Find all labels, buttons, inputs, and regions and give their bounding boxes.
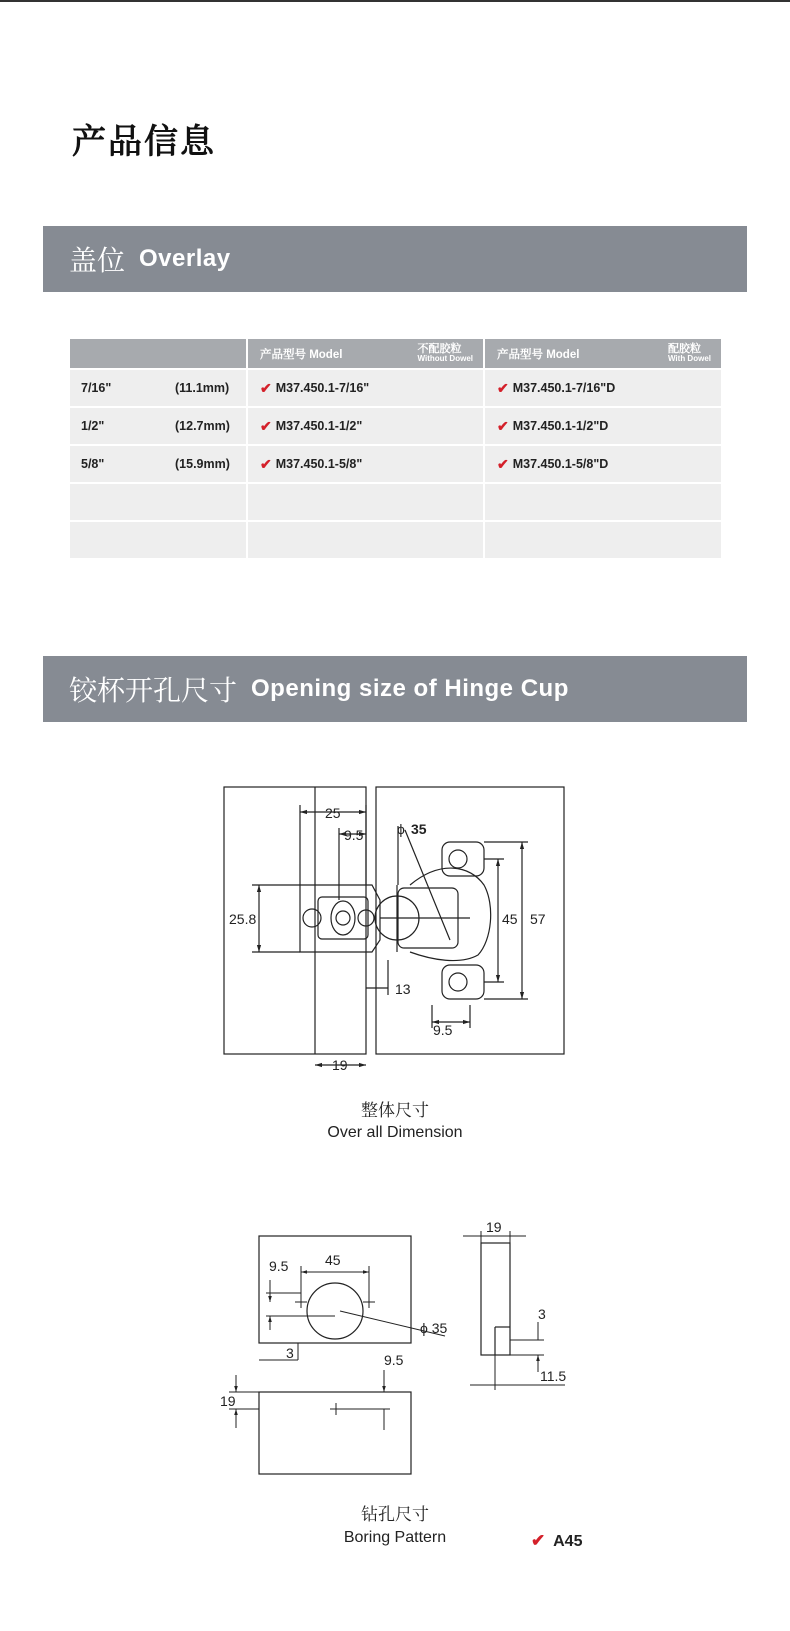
check-icon: ✔ xyxy=(260,417,272,434)
overlay-title-en: Overlay xyxy=(139,245,231,272)
cup-title-en: Opening size of Hinge Cup xyxy=(251,675,569,702)
dim-45: 45 xyxy=(502,911,518,927)
dim-19: 19 xyxy=(332,1057,348,1073)
table-row-empty xyxy=(70,483,721,521)
table-row-empty xyxy=(70,521,721,559)
overlay-inch: 7/16" xyxy=(81,381,112,395)
dim-25-8: 25.8 xyxy=(229,911,257,927)
model-with-dowel: M37.450.1-5/8"D xyxy=(512,457,609,471)
overall-caption-cn: 整体尺寸 xyxy=(361,1101,429,1121)
bore-dim-9-5-bottom: 9.5 xyxy=(384,1352,404,1368)
page-title: 产品信息 xyxy=(72,122,216,162)
bore-dim-19-left: 19 xyxy=(220,1393,236,1409)
overlay-inch: 5/8" xyxy=(81,457,105,471)
overlay-section-header xyxy=(43,226,747,292)
check-icon: ✔ xyxy=(260,455,272,472)
header-model-label: 产品型号 Model xyxy=(260,348,343,361)
model-code xyxy=(531,1531,582,1551)
dim-9-5-top: 9.5 xyxy=(344,827,364,843)
model-with-dowel: M37.450.1-7/16"D xyxy=(512,381,616,395)
dim-phi-symbol: ϕ xyxy=(397,821,405,837)
overlay-table xyxy=(70,339,721,560)
model-without-dowel: M37.450.1-1/2" xyxy=(275,419,363,433)
bore-dim-45: 45 xyxy=(325,1252,341,1268)
dim-phi35: 35 xyxy=(411,821,427,837)
bore-dim-3-right: 3 xyxy=(538,1306,546,1322)
header-with-dowel-en: With Dowel xyxy=(667,353,711,363)
model-code-text: A45 xyxy=(553,1533,583,1550)
boring-pattern-drawing xyxy=(0,1210,790,1485)
model-with-dowel: M37.450.1-1/2"D xyxy=(512,419,609,433)
overlay-mm: (11.1mm) xyxy=(175,381,230,395)
header-model-label: 产品型号 Model xyxy=(497,348,580,361)
table-header-row xyxy=(70,339,721,369)
overlay-mm: (15.9mm) xyxy=(175,457,230,471)
boring-caption-cn: 钻孔尺寸 xyxy=(361,1505,429,1525)
overall-dimension-drawing xyxy=(0,770,790,1090)
check-icon: ✔ xyxy=(531,1531,546,1550)
top-divider xyxy=(0,0,790,2)
check-icon: ✔ xyxy=(497,379,509,396)
overlay-title-cn: 盖位 xyxy=(69,244,126,277)
header-with-dowel-cn: 配胶粒 xyxy=(667,342,701,355)
check-icon: ✔ xyxy=(260,379,272,396)
table-row xyxy=(70,445,721,483)
overall-caption-en: Over all Dimension xyxy=(327,1124,463,1141)
dim-57: 57 xyxy=(530,911,546,927)
boring-caption-en: Boring Pattern xyxy=(343,1529,447,1546)
dim-13: 13 xyxy=(395,981,411,997)
overlay-inch: 1/2" xyxy=(81,419,105,433)
header-without-dowel-en: Without Dowel xyxy=(417,353,473,363)
bore-dim-phi35: ϕ 35 xyxy=(420,1320,448,1336)
overlay-mm: (12.7mm) xyxy=(175,419,230,433)
dim-25: 25 xyxy=(325,805,341,821)
model-without-dowel: M37.450.1-7/16" xyxy=(275,381,370,395)
cup-section-header xyxy=(43,656,747,722)
table-row xyxy=(70,407,721,445)
check-icon: ✔ xyxy=(497,417,509,434)
model-without-dowel: M37.450.1-5/8" xyxy=(275,457,363,471)
header-without-dowel-cn: 不配胶粒 xyxy=(417,342,462,355)
bore-dim-3-left: 3 xyxy=(286,1345,294,1361)
check-icon: ✔ xyxy=(497,455,509,472)
dim-9-5-bottom: 9.5 xyxy=(433,1022,453,1038)
bore-dim-11-5: 11.5 xyxy=(540,1368,567,1384)
cup-title-cn: 铰杯开孔尺寸 xyxy=(69,674,238,707)
table-row xyxy=(70,369,721,407)
bore-dim-19-top: 19 xyxy=(486,1219,502,1235)
bore-dim-9-5-left: 9.5 xyxy=(269,1258,289,1274)
